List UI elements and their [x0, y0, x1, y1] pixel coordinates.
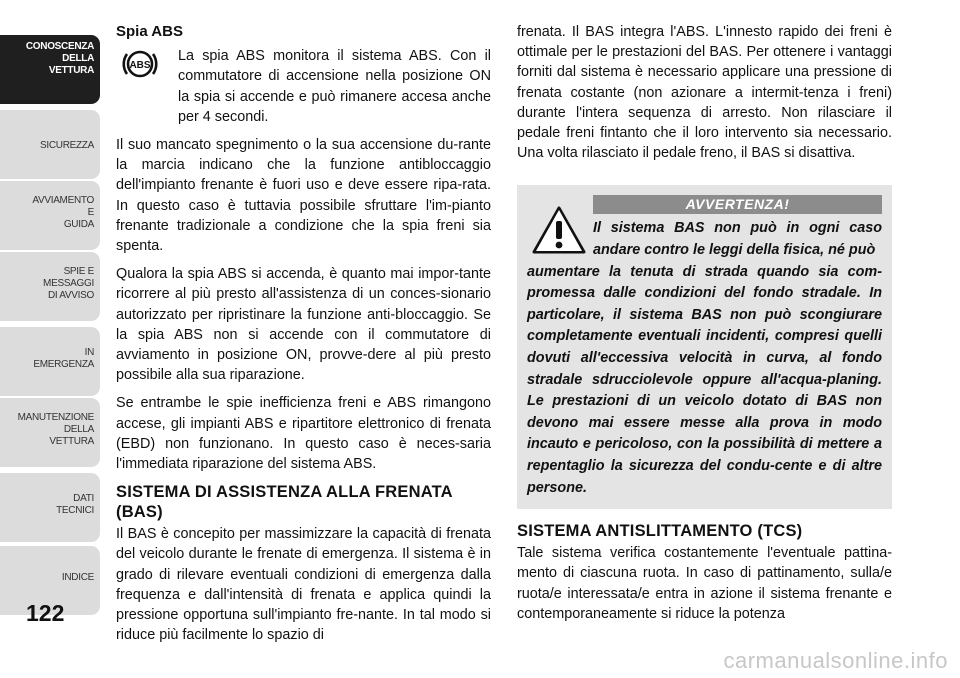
tab-spie-e-messaggi[interactable]: SPIE E MESSAGGI DI AVVISO: [0, 252, 100, 321]
left-column: [116, 22, 491, 653]
paragraph: frenata. Il BAS integra l'ABS. L'innesto rapido dei freni è ottimale per le prestazioni del BAS. Per ottenere i vantaggi forniti dal sistema è necessario applicare una pressione di frenata costante (non azionare a intermit-tenza i freni) durante l'intera sequenza di arresto. Non rilasciare il pedale freni fintanto che il loro intervento sia necessario. Una volta rilasciato il pedale freno, il BAS si disattiva.: [517, 24, 892, 162]
abs-icon-label: ABS: [129, 60, 151, 71]
warning-title: AVVERTENZA!: [593, 195, 882, 214]
tab-avviamento-e-guida[interactable]: AVVIAMENTO E GUIDA: [0, 181, 100, 250]
tcs-section-heading: SISTEMA ANTISLITTAMENTO (TCS): [517, 522, 803, 541]
warning-box: [517, 185, 892, 509]
tab-conoscenza-della-vettura[interactable]: CONOSCENZA DELLA VETTURA: [0, 35, 100, 104]
tab-sicurezza[interactable]: SICUREZZA: [0, 110, 100, 179]
tab-in-emergenza[interactable]: IN EMERGENZA: [0, 327, 100, 396]
paragraph: Il BAS è concepito per massimizzare la capacità di frenata del veicolo durante le frenate di emergenza. Il sistema è in grado di rilevare eventuali condizioni di emergenza dalla frequenza e dall'intensità di frenata e applica quindi la pressione opportuna sull'impianto fre-nante. In tal modo si riduce più facilmente lo spazio di: [116, 526, 491, 644]
watermark: carmanualsonline.info: [723, 648, 948, 673]
abs-intro-text: La spia ABS monitora il sistema ABS. Con il commutatore di accensione nella posizione ON la spia si accende e può rimanere accesa anche per 4 secondi.: [178, 48, 491, 125]
tab-dati-tecnici[interactable]: DATI TECNICI: [0, 473, 100, 542]
abs-warning-light-section: [116, 22, 491, 127]
abs-warning-light-icon: [120, 44, 160, 84]
abs-light-title: Spia ABS: [116, 23, 183, 40]
right-column: [517, 22, 892, 632]
warning-text: [527, 218, 882, 499]
paragraph: Tale sistema verifica costantemente l'eventuale pattina-mento di ciascuna ruota. In caso di pattinamento, sulla/e ruota/e interessata/e entra in azione il sistema frenante e contemporaneamente si riduce la potenza: [517, 545, 892, 622]
chapter-sidebar: [0, 0, 104, 678]
bas-section-heading: SISTEMA DI ASSISTENZA ALLA FRENATA (BAS): [116, 483, 453, 522]
warning-triangle-icon: [531, 205, 587, 255]
page-number: 122: [26, 600, 65, 626]
tab-indice[interactable]: INDICE: [0, 546, 100, 615]
warning-text-rest: aumentare la tenuta di strada quando sia com-promessa dalle condizioni del fondo stradale. In particolare, il sistema BAS non può scongiurare completamente eventuali incidenti, compresi quelli dovuti all'eccessiva velocità in curva, al fondo stradale sdrucciolevole oppure all'acqua-planing. Le prestazioni di un veicolo dotato di BAS non devono mai essere messe alla prova in modo incauto e pericoloso, con la possibilità di mettere a repentaglio la sicurezza del condu-cente e di altre persone.: [527, 263, 882, 496]
paragraph: Se entrambe le spie inefficienza freni e ABS rimangono accese, gli impianti ABS e ripartitore elettronico di frenata (EBD) non funzionano. In questo caso è neces-saria l'immediata riparazione del sistema ABS.: [116, 395, 491, 473]
paragraph: Il suo mancato spegnimento o la sua accensione du-rante la marcia indicano che la funzione antibloccaggio dell'impianto frenante è fuori uso e deve essere ripa-rata. In questo caso è tuttavia possibile sfruttare l'im-pianto frenante tradizionale a condizione che la spia freni sia spenta.: [116, 137, 491, 255]
warning-text-first: Il sistema BAS non può in ogni caso andare contro le leggi della fisica, né può: [593, 220, 882, 259]
tab-manutenzione[interactable]: MANUTENZIONE DELLA VETTURA: [0, 398, 100, 467]
paragraph: Qualora la spia ABS si accenda, è quanto mai impor-tante ricorrere al più presto all'assistenza di un conces-sionario autorizzato per ripristinare la funzione anti-bloccaggio. Se la spia ABS non si accende con il commutatore di avviamento in posizione ON, provve-dere al più presto possibile alla sua riparazione.: [116, 266, 491, 384]
